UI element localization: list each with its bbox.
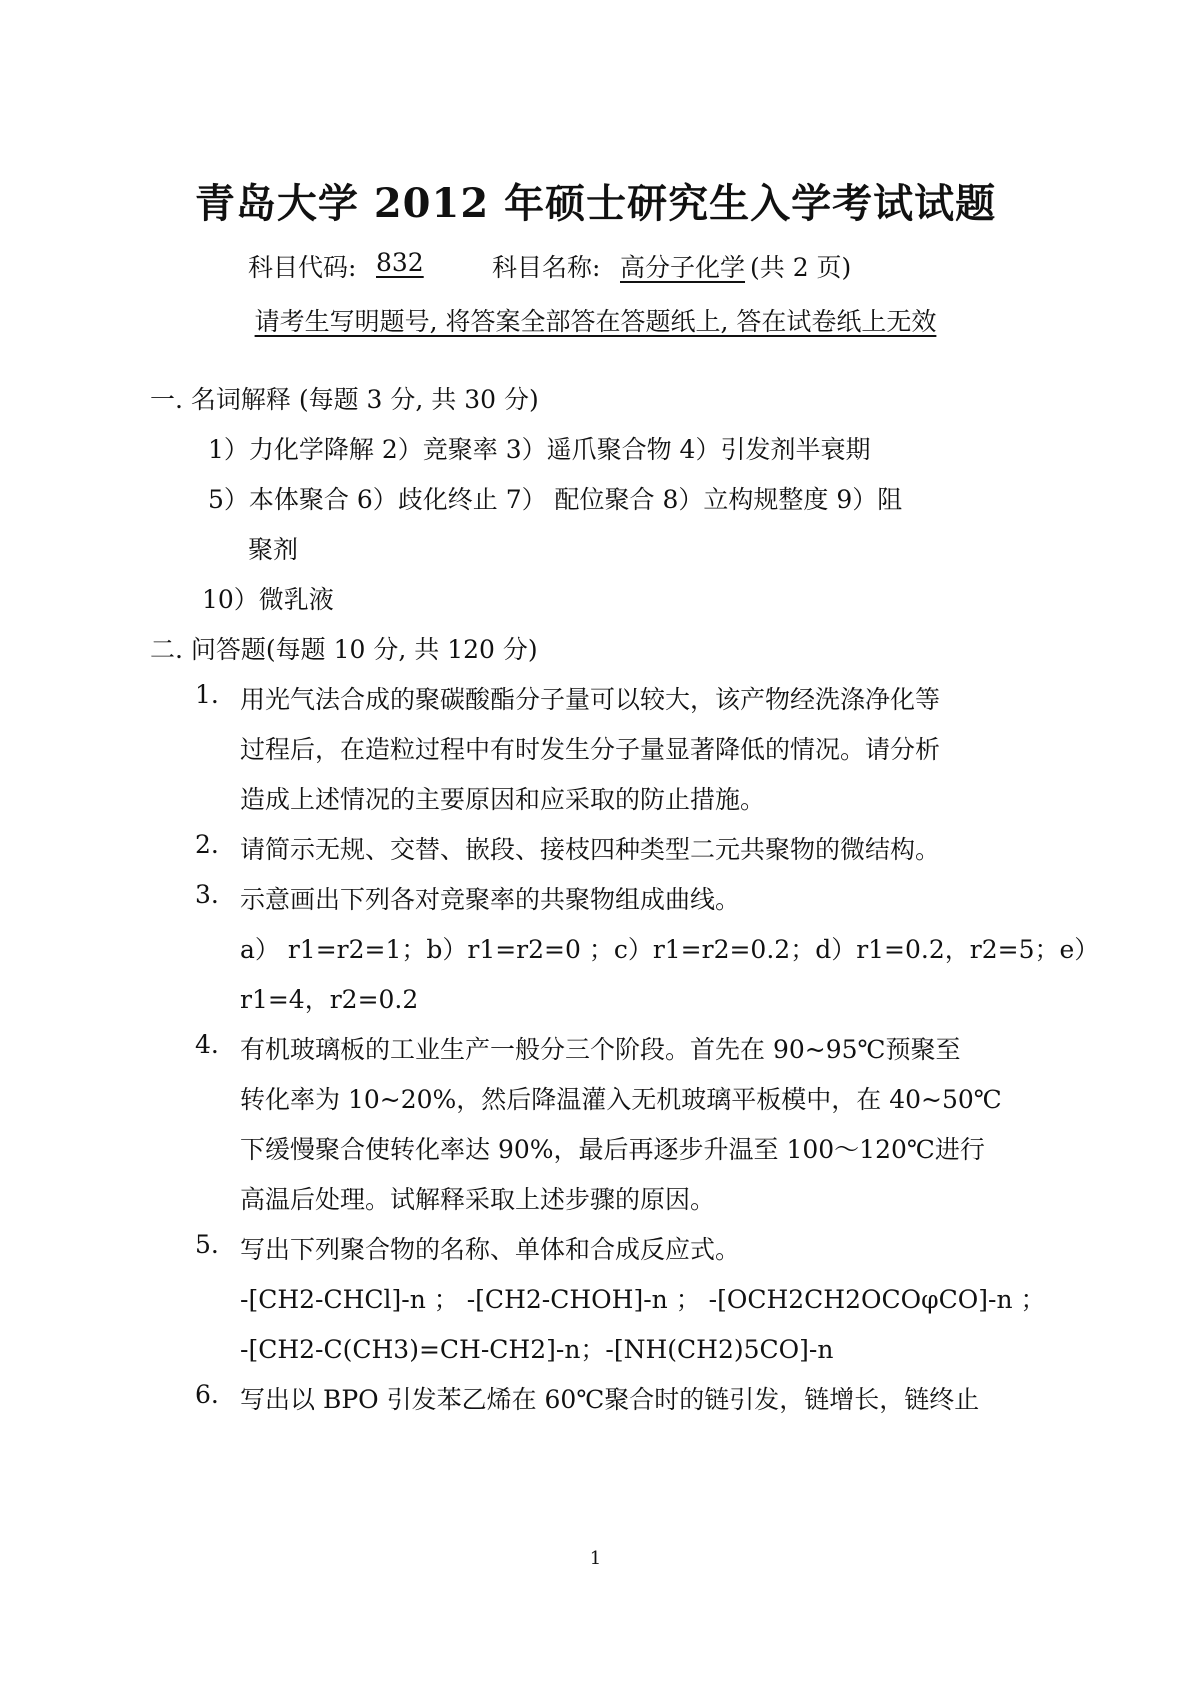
- question-number: 6.: [195, 1380, 219, 1409]
- section1-terms-line3: 10）微乳液: [202, 585, 334, 614]
- question-number: 4.: [195, 1030, 219, 1059]
- section1-heading: 一. 名词解释 (每题 3 分, 共 30 分): [150, 385, 539, 414]
- exam-notice: 请考生写明题号, 将答案全部答在答题纸上, 答在试卷纸上无效: [254, 307, 937, 336]
- question-text-line: 写出以 BPO 引发苯乙烯在 60℃聚合时的链引发，链增长，链终止: [240, 1385, 980, 1414]
- question-text-line: 写出下列聚合物的名称、单体和合成反应式。: [240, 1235, 741, 1264]
- question-text-line: 转化率为 10~20%，然后降温灌入无机玻璃平板模中，在 40~50℃: [240, 1085, 1002, 1114]
- page-number: 1: [589, 1548, 602, 1569]
- question-number: 2.: [195, 830, 219, 859]
- question-number: 5.: [195, 1230, 219, 1259]
- question-text-line: 高温后处理。试解释采取上述步骤的原因。: [240, 1185, 716, 1214]
- subject-name-value: 高分子化学: [620, 253, 746, 282]
- page-count-note: (共 2 页): [750, 253, 852, 282]
- question-number: 3.: [195, 880, 219, 909]
- section2-heading: 二. 问答题(每题 10 分, 共 120 分): [150, 635, 538, 664]
- question-number: 1.: [195, 680, 219, 709]
- section1-terms-line1: 1）力化学降解 2）竞聚率 3）遥爪聚合物 4）引发剂半衰期: [208, 435, 871, 464]
- question-text-line: 造成上述情况的主要原因和应采取的防止措施。: [240, 785, 766, 814]
- subject-name-label: 科目名称:: [492, 253, 601, 282]
- subject-code-value: 832: [376, 248, 424, 277]
- question-text-line: r1=4，r2=0.2: [240, 985, 419, 1014]
- question-text-line: 过程后，在造粒过程中有时发生分子量显著降低的情况。请分析: [240, 735, 941, 764]
- subject-code-label: 科目代码:: [248, 253, 357, 282]
- section1-terms-line2: 5）本体聚合 6）歧化终止 7） 配位聚合 8）立构规整度 9）阻: [208, 485, 903, 514]
- question-text-line: 请简示无规、交替、嵌段、接枝四种类型二元共聚物的微结构。: [240, 835, 941, 864]
- question-formula-line: -[CH2-CHCl]-n ； -[CH2-CHOH]-n ； -[OCH2CH2OCOφCO]-n ；: [240, 1285, 1046, 1314]
- exam-title: 青岛大学 2012 年硕士研究生入学考试试题: [194, 180, 997, 227]
- section1-terms-line2-cont: 聚剂: [248, 535, 299, 564]
- question-text-line: 用光气法合成的聚碳酸酯分子量可以较大，该产物经洗涤净化等: [240, 685, 941, 714]
- question-text-line: 有机玻璃板的工业生产一般分三个阶段。首先在 90~95℃预聚至: [240, 1035, 961, 1064]
- question-text-line: 示意画出下列各对竞聚率的共聚物组成曲线。: [240, 885, 741, 914]
- question-text-line: a） r1=r2=1；b）r1=r2=0 ；c）r1=r2=0.2；d）r1=0.2，r2=5；e）: [240, 935, 1100, 964]
- question-formula-line: -[CH2-C(CH3)=CH-CH2]-n；-[NH(CH2)5CO]-n: [240, 1335, 834, 1364]
- question-text-line: 下缓慢聚合使转化率达 90%，最后再逐步升温至 100～120℃进行: [240, 1135, 985, 1164]
